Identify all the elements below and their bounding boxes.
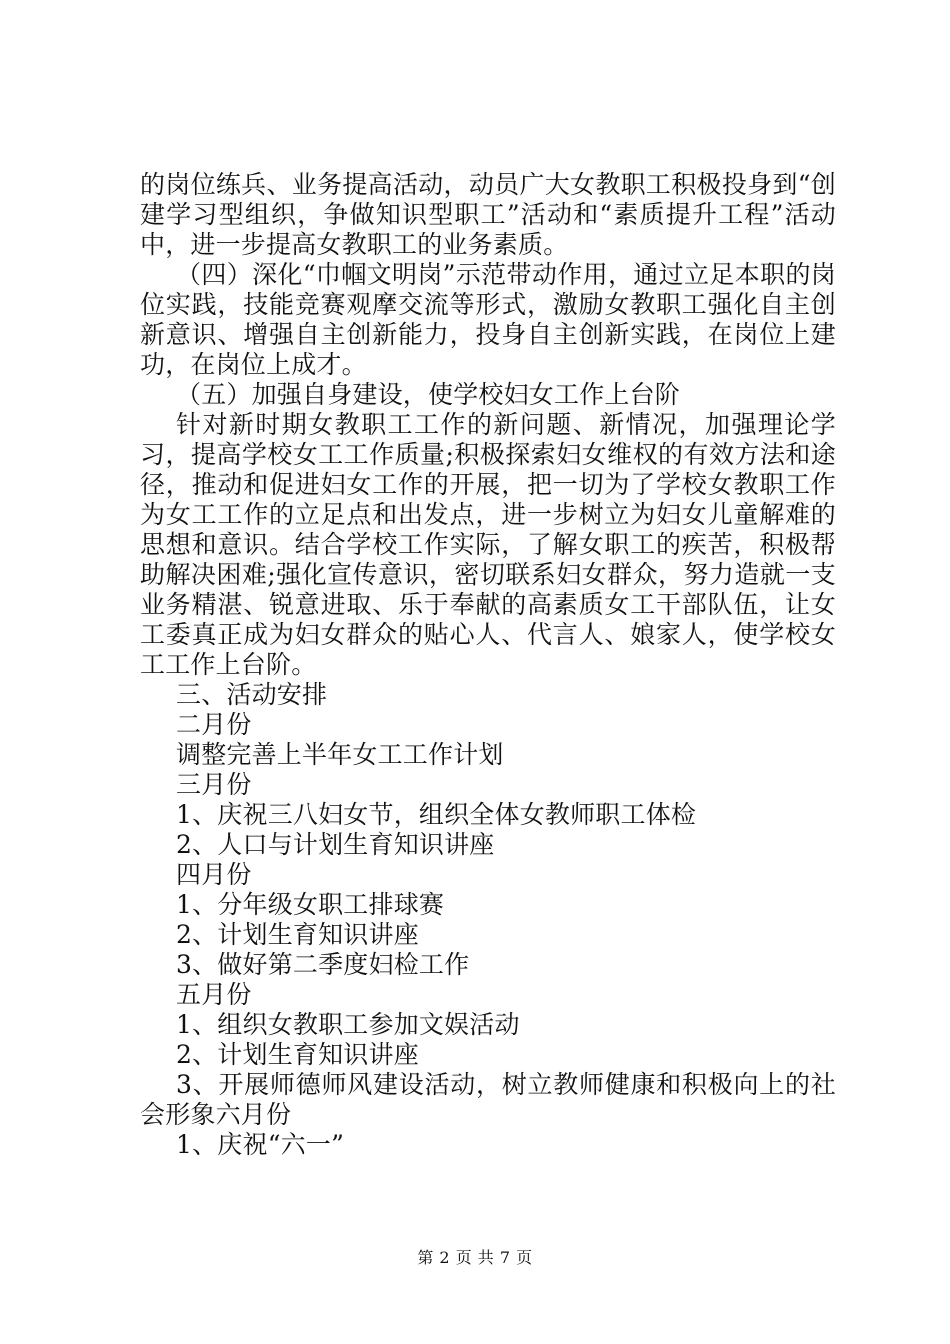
paragraph-section-four: （四）深化“巾帼文明岗”示范带动作用，通过立足本职的岗位实践，技能竞赛观摩交流等形式，激励女教职工强化自主创新意识、增强自主创新能力，投身自主创新实践，在岗位上建功，在岗位上成才。 [140, 260, 836, 379]
month-heading-may: 五月份 [176, 980, 252, 1009]
list-item: 2、计划生育知识讲座 [176, 920, 419, 949]
month-heading-april: 四月份 [176, 860, 252, 889]
list-item: 3、做好第二季度妇检工作 [176, 950, 470, 979]
month-heading-february: 二月份 [176, 710, 252, 739]
list-item: 1、分年级女职工排球赛 [176, 890, 445, 919]
heading-activity-schedule: 三、活动安排 [176, 680, 328, 709]
list-item: 1、庆祝“六一” [176, 1130, 345, 1159]
list-item: 1、组织女教职工参加文娱活动 [176, 1010, 520, 1039]
list-item: 2、计划生育知识讲座 [176, 1040, 419, 1069]
list-item: 调整完善上半年女工工作计划 [176, 740, 504, 769]
month-heading-march: 三月份 [176, 770, 252, 799]
list-item: 1、庆祝三八妇女节，组织全体女教师职工体检 [176, 800, 697, 829]
heading-section-five: （五）加强自身建设，使学校妇女工作上台阶 [176, 380, 681, 409]
document-body [140, 170, 836, 1160]
paragraph-section-five: 针对新时期女教职工工作的新问题、新情况，加强理论学习，提高学校女工工作质量;积极探索妇女维权的有效方法和途径，推动和促进妇女工作的开展，把一切为了学校女教职工作为女工工作的立足点和出发点，进一步树立为妇女儿童解难的思想和意识。结合学校工作实际，了解女职工的疾苦，积极帮助解决困难;强化宣传意识，密切联系妇女群众，努力造就一支业务精湛、锐意进取、乐于奉献的高素质女工干部队伍，让女工委真正成为妇女群众的贴心人、代言人、娘家人，使学校女工工作上台阶。 [140, 410, 836, 679]
list-item: 2、人口与计划生育知识讲座 [176, 830, 495, 859]
page-footer: 第 2 页 共 7 页 [417, 1248, 533, 1267]
paragraph-continuation: 的岗位练兵、业务提高活动，动员广大女教职工积极投身到“创建学习型组织，争做知识型职工”活动和“素质提升工程”活动中，进一步提高女教职工的业务素质。 [140, 170, 836, 259]
paragraph-ethics-activity: 3、开展师德师风建设活动，树立教师健康和积极向上的社会形象六月份 [140, 1070, 836, 1129]
